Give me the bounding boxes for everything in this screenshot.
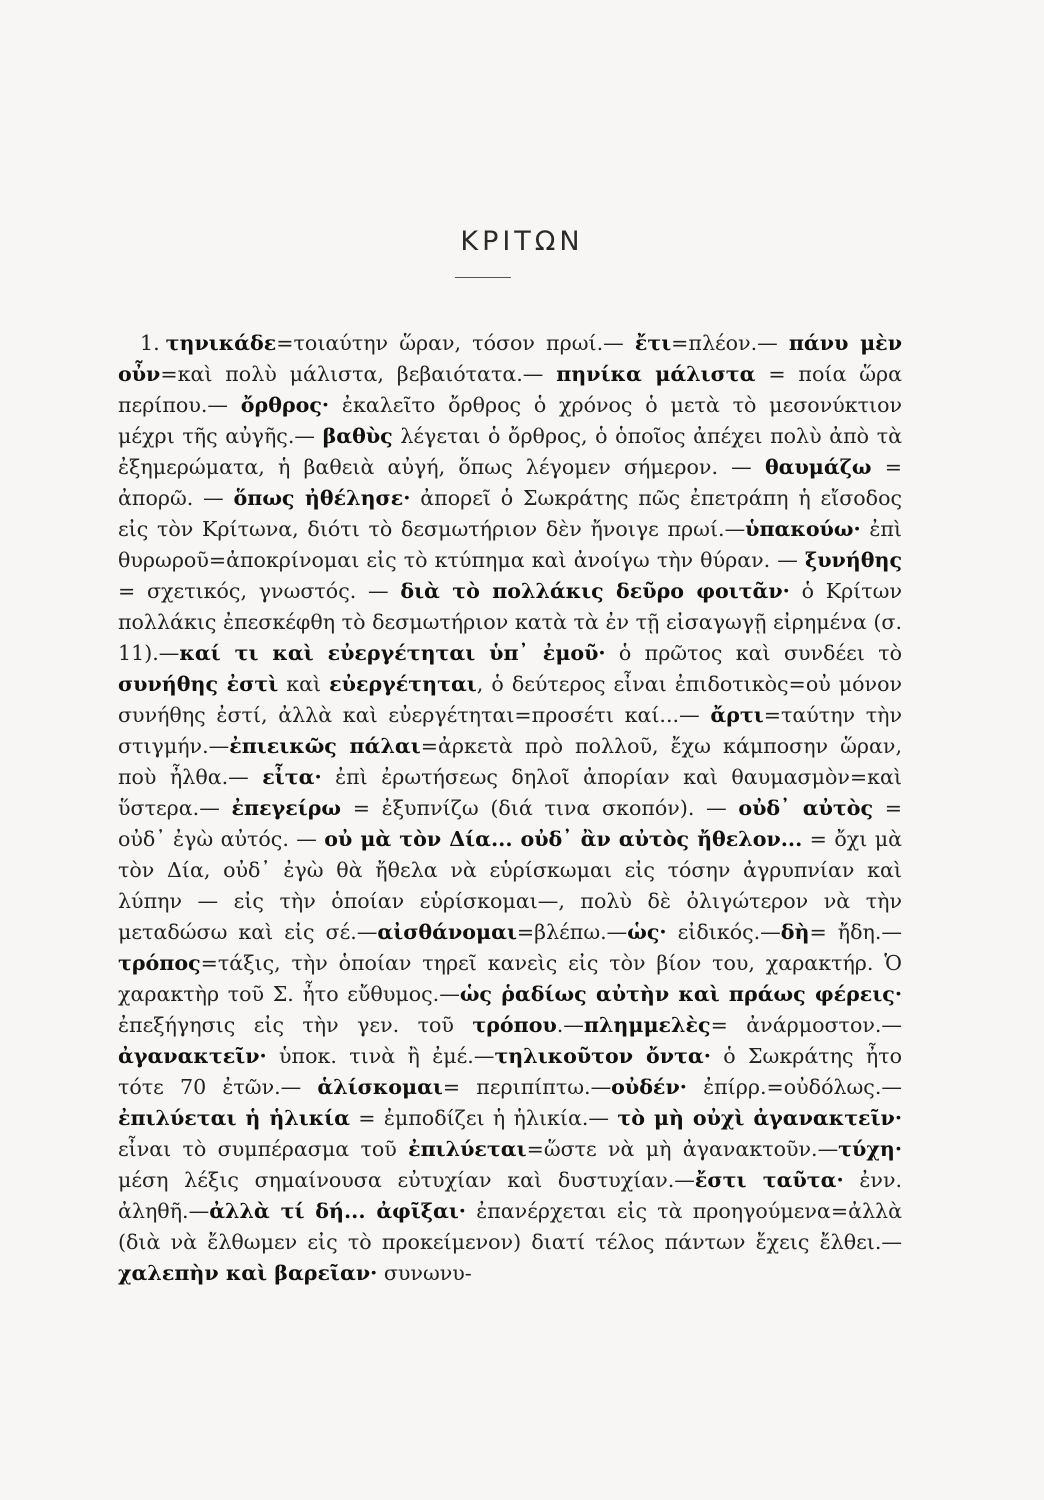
- gloss-text: = ἀπορῶ. —: [118, 455, 902, 510]
- lemma-term: αἰσθάνομαι: [377, 920, 517, 944]
- lemma-term: ἀγανακτεῖν·: [118, 1044, 267, 1068]
- lemma-term: τηνικάδε: [165, 331, 277, 355]
- gloss-text: =πλέον.—: [671, 331, 789, 355]
- page-title: ΚΡΙΤΩΝ: [460, 226, 584, 257]
- lemma-term: πάνυ μὲν οὖν: [118, 331, 902, 386]
- lemma-term: τρόπος: [118, 951, 201, 975]
- lemma-term: εὐεργέτηται: [329, 672, 477, 696]
- lemma-term: ὡς·: [627, 920, 667, 944]
- lemma-term: τηλικοῦτον ὄντα·: [494, 1044, 711, 1068]
- gloss-text: ὁ Σωκράτης ἦτο τότε 70 ἐτῶν.—: [118, 1044, 902, 1099]
- gloss-text: ὁ πρῶτος καὶ συνδέει τὸ: [605, 641, 902, 665]
- lemma-term: ἁλίσκομαι: [317, 1075, 443, 1099]
- gloss-text: =τάξις, τὴν ὁποίαν τηρεῖ κανεὶς εἰς τὸν βίον του, χαρακτήρ. Ὁ χαρακτὴρ τοῦ Σ. ἦτο εὔθυμος.—: [118, 951, 902, 1006]
- gloss-text: καὶ: [278, 672, 330, 696]
- gloss-text: εἰδικός.—: [666, 920, 781, 944]
- lemma-term: ἐπιεικῶς πάλαι: [229, 734, 421, 758]
- lemma-term: οὐ μὰ τὸν Δία... οὐδ᾽ ἂν αὐτὸς ἤθελον...: [324, 827, 803, 851]
- lemma-term: εἶτα·: [262, 765, 322, 789]
- lemma-term: τύχη·: [838, 1137, 903, 1161]
- lemma-term: τρόπου: [472, 1013, 557, 1037]
- gloss-text: ἀπορεῖ ὁ Σωκράτης πῶς ἐπετράπη ἡ εἴσοδος εἰς τὸν Κρίτωνα, διότι τὸ δεσμωτήριον δὲν ἤνοιγε πρωί.—: [118, 486, 902, 541]
- lemma-term: ἐπιλύεται: [408, 1137, 527, 1161]
- gloss-text: ἐπανέρχεται εἰς τὰ προηγούμενα=ἀλλὰ (διὰ νὰ ἔλθωμεν εἰς τὸ προκείμενον) διατί τέλος πάντων ἔχεις ἔλθει.—: [118, 1199, 903, 1254]
- lemma-term: πηνίκα μάλιστα: [556, 362, 756, 386]
- lemma-term: οὐδέν·: [611, 1075, 687, 1099]
- gloss-text: ἐπὶ θυρωροῦ=ἀποκρίνομαι εἰς τὸ κτύπημα καὶ ἀνοίγω τὴν θύραν. —: [118, 517, 902, 572]
- paragraph-number: 1.: [140, 331, 160, 355]
- lemma-term: ἔτι: [634, 331, 672, 355]
- lemma-term: ξυνήθης: [805, 548, 902, 572]
- gloss-text: = οὐδ᾽ ἐγὼ αὐτός. —: [118, 796, 902, 851]
- gloss-text: ἐκαλεῖτο ὄρθρος ὁ χρόνος ὁ μετὰ τὸ μεσονύκτιον μέχρι τῆς αὐγῆς.—: [118, 393, 902, 448]
- gloss-text: ἐπὶ ἐρωτήσεως δηλοῖ ἀπορίαν καὶ θαυμασμὸν=καὶ ὕστερα.—: [118, 765, 902, 820]
- gloss-text: συνωνυ-: [377, 1261, 472, 1285]
- lemma-term: ὑπακούω·: [745, 517, 861, 541]
- lemma-term: βαθὺς: [322, 424, 393, 448]
- gloss-text: εἶναι τὸ συμπέρασμα τοῦ: [118, 1137, 409, 1161]
- lemma-term: χαλεπὴν καὶ βαρεῖαν·: [118, 1261, 378, 1285]
- lemma-term: πλημμελὲς: [583, 1013, 711, 1037]
- lemma-term: ὡς ῥαδίως αὐτὴν καὶ πράως φέρεις·: [459, 982, 903, 1006]
- gloss-text: =ταύτην τὴν στιγμήν.—: [118, 703, 902, 758]
- paragraph-text: [118, 331, 902, 1285]
- gloss-text: =βλέπω.—: [516, 920, 628, 944]
- lemma-term: ἐπιλύεται ἡ ἡλικία: [118, 1106, 350, 1130]
- gloss-text: ὑποκ. τινὰ ἢ ἐμέ.—: [266, 1044, 495, 1068]
- lemma-term: ἐπεγείρω: [231, 796, 341, 820]
- gloss-text: =ὥστε νὰ μὴ ἀγανακτοῦν.—: [526, 1137, 839, 1161]
- lemma-term: καί τι καὶ εὐεργέτηται ὑπ᾽ ἐμοῦ·: [179, 641, 606, 665]
- gloss-text: = ἐξυπνίζω (διά τινα σκοπόν). —: [341, 796, 739, 820]
- gloss-text: =τοιαύτην ὥραν, τόσον πρωί.—: [276, 331, 635, 355]
- gloss-text: = ὄχι μὰ τὸν Δία, οὐδ᾽ ἐγὼ θὰ ἤθελα νὰ εὑρίσκωμαι εἰς τόσην ἀγρυπνίαν καὶ λύπην — εἰς τὴν ὁποίαν εὑρίσκομαι—, πολὺ δὲ ὀλιγώτερον νὰ τὴν μεταδώσω καὶ εἰς σέ.—: [118, 827, 902, 944]
- gloss-text: ὁ Κρίτων πολλάκις ἐπεσκέφθη τὸ δεσμωτήριον κατὰ τὰ ἐν τῇ εἰσαγωγῇ εἰρημένα (σ. 11).—: [118, 579, 902, 665]
- lemma-term: ἄρτι: [710, 703, 764, 727]
- gloss-text: ἐπίρρ.=οὐδόλως.—: [686, 1075, 902, 1099]
- gloss-text: ἐπεξήγησις εἰς τὴν γεν. τοῦ: [118, 1013, 473, 1037]
- lemma-term: ὅπως ἠθέλησε·: [233, 486, 411, 510]
- gloss-text: = σχετικός, γνωστός. —: [118, 579, 401, 603]
- gloss-text: , ὁ δεύτερος εἶναι ἐπιδοτικὸς=οὐ μόνον συνήθης ἐστί, ἀλλὰ καὶ εὐεργέτηται=προσέτι καί...—: [118, 672, 902, 727]
- gloss-text: =ἀρκετὰ πρὸ πολλοῦ, ἔχω κάμποσην ὥραν, ποὺ ἦλθα.—: [118, 734, 903, 789]
- title-divider: [455, 277, 511, 278]
- gloss-text: = ἤδη.—: [809, 920, 902, 944]
- lemma-term: διὰ τὸ πολλάκις δεῦρο φοιτᾶν·: [400, 579, 790, 603]
- gloss-text: = περιπίπτω.—: [442, 1075, 612, 1099]
- commentary-paragraph: [118, 328, 902, 1289]
- gloss-text: μέση λέξις σημαίνουσα εὐτυχίαν καὶ δυστυχίαν.—: [118, 1168, 695, 1192]
- gloss-text: = ἀνάρμοστον.—: [710, 1013, 902, 1037]
- lemma-term: δὴ: [780, 920, 810, 944]
- lemma-term: θαυμάζω: [764, 455, 872, 479]
- lemma-term: ὄρθρος·: [240, 393, 330, 417]
- gloss-text: ἐνν. ἀληθῆ.—: [118, 1168, 903, 1223]
- gloss-text: λέγεται ὁ ὄρθρος, ὁ ὁποῖος ἀπέχει πολὺ ἀπὸ τὰ ἐξημερώματα, ἡ βαθειὰ αὐγή, ὅπως λέγομεν σήμερον. —: [118, 424, 902, 479]
- lemma-term: συνήθης ἐστὶ: [118, 672, 279, 696]
- gloss-text: .—: [556, 1013, 584, 1037]
- lemma-term: ἔστι ταῦτα·: [694, 1168, 844, 1192]
- gloss-text: = ποία ὥρα περίπου.—: [118, 362, 902, 417]
- lemma-term: ἀλλὰ τί δή... ἀφῖξαι·: [209, 1199, 466, 1223]
- lemma-term: τὸ μὴ οὐχὶ ἀγανακτεῖν·: [617, 1106, 902, 1130]
- gloss-text: =καὶ πολὺ μάλιστα, βεβαιότατα.—: [160, 362, 557, 386]
- gloss-text: = ἐμποδίζει ἡ ἡλικία.—: [349, 1106, 618, 1130]
- lemma-term: οὐδ᾽ αὐτὸς: [738, 796, 874, 820]
